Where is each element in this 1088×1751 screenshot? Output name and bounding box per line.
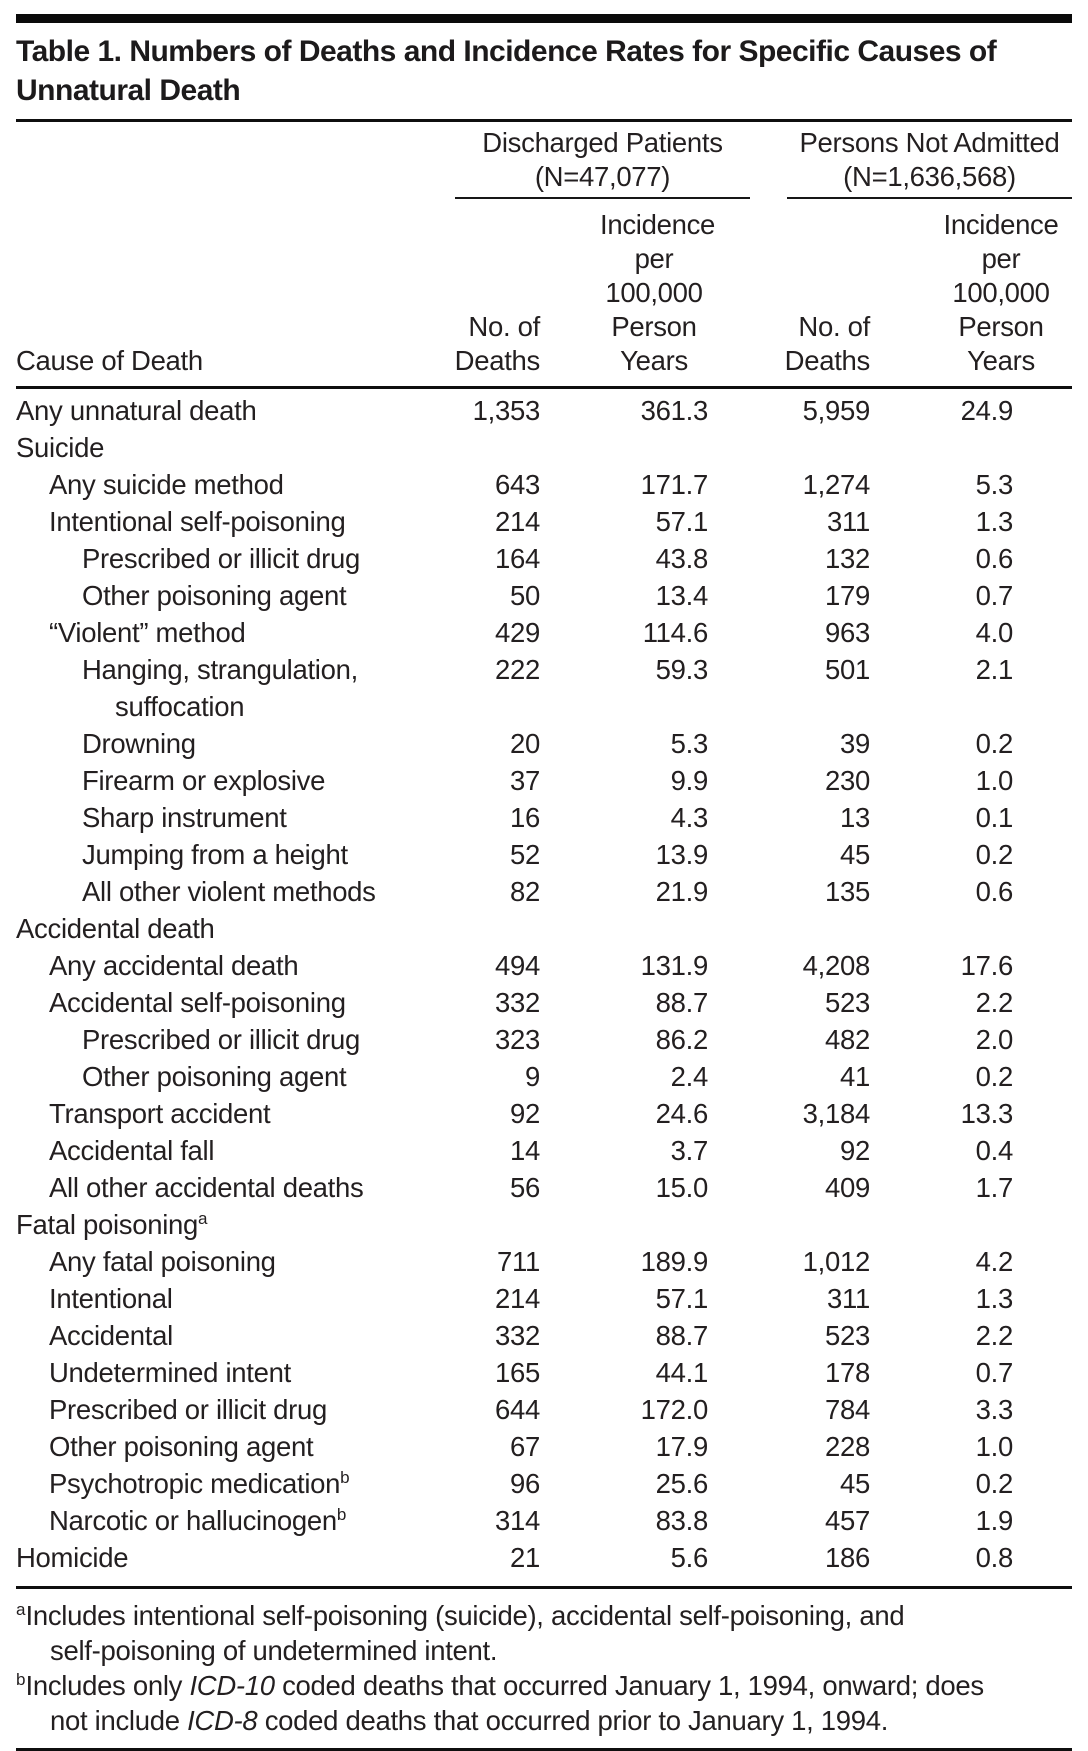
- incidence-discharged-cell: 13.4: [655, 580, 708, 611]
- cause-cell: Any fatal poisoning: [49, 1246, 276, 1277]
- footnotes: [16, 1589, 1072, 1738]
- table-row: [16, 910, 1072, 947]
- incidence-not-admitted-cell: 4.2: [975, 1246, 1013, 1277]
- incidence-discharged-cell: 172.0: [640, 1394, 708, 1425]
- deaths-discharged-cell: 214: [495, 1283, 540, 1314]
- column-headers-row: [16, 208, 1072, 386]
- incidence-discharged-cell: 43.8: [655, 543, 708, 574]
- deaths-not-admitted-cell: 311: [827, 1283, 870, 1314]
- cause-cell: Psychotropic medication$^b$: [49, 1467, 350, 1499]
- incidence-not-admitted-cell: 1.3: [975, 1283, 1013, 1314]
- footnote-marker: b: [16, 1669, 26, 1689]
- footnote-b-continuation: not include ICD-8 coded deaths that occurred prior to January 1, 1994.: [50, 1705, 889, 1736]
- incidence-not-admitted-cell: 1.3: [975, 506, 1013, 537]
- deaths-discharged-cell: 20: [510, 728, 540, 759]
- incidence-not-admitted-cell: 2.2: [975, 987, 1013, 1018]
- column-group-discharged-label: Discharged Patients: [482, 127, 723, 158]
- table-row: [16, 577, 1072, 614]
- cause-cell: Any unnatural death: [16, 395, 257, 426]
- deaths-discharged-cell: 14: [510, 1135, 540, 1166]
- deaths-discharged-cell: 9: [525, 1061, 540, 1092]
- table-title: Table 1. Numbers of Deaths and Incidence Rates for Specific Causes of Unnatural Death: [16, 35, 997, 107]
- deaths-discharged-cell: 67: [510, 1431, 540, 1462]
- cause-cell: Transport accident: [49, 1098, 271, 1129]
- column-header-deaths-not-admitted: [708, 310, 870, 378]
- cause-cell: Jumping from a height: [82, 839, 348, 870]
- table-header: [16, 122, 1072, 386]
- incidence-not-admitted-cell: 0.2: [975, 1468, 1013, 1499]
- deaths-discharged-cell: 21: [510, 1542, 540, 1573]
- deaths-discharged-cell: 494: [495, 950, 540, 981]
- deaths-discharged-cell: 332: [495, 987, 540, 1018]
- deaths-not-admitted-cell: 135: [825, 876, 870, 907]
- incidence-not-admitted-cell: 0.1: [975, 802, 1013, 833]
- top-rule: [16, 14, 1072, 23]
- deaths-not-admitted-cell: 501: [825, 654, 870, 685]
- table-row: [16, 503, 1072, 540]
- deaths-discharged-cell: 96: [510, 1468, 540, 1499]
- incidence-not-admitted-cell: 0.7: [975, 1357, 1013, 1388]
- incidence-not-admitted-cell: 5.3: [975, 469, 1013, 500]
- deaths-discharged-cell: 37: [510, 765, 540, 796]
- cause-cell: Intentional: [49, 1283, 173, 1314]
- incidence-discharged-cell: 25.6: [655, 1468, 708, 1499]
- deaths-discharged-cell: 16: [510, 802, 540, 833]
- cause-cell: Homicide: [16, 1542, 129, 1573]
- cause-cell: Fatal poisoning$^a$: [16, 1208, 208, 1240]
- incidence-discharged-cell: 57.1: [655, 506, 708, 537]
- cause-cell-wrap-line: suffocation: [115, 691, 245, 722]
- column-header-line: Incidence: [943, 209, 1059, 240]
- table-row: [16, 429, 1072, 466]
- incidence-discharged-cell: 131.9: [640, 950, 708, 981]
- deaths-discharged-cell: 644: [495, 1394, 540, 1425]
- incidence-discharged-cell: 2.4: [670, 1061, 708, 1092]
- column-header-line: No. of: [798, 311, 870, 342]
- cause-cell: Prescribed or illicit drug: [82, 543, 360, 574]
- cause-cell: Accidental self-poisoning: [49, 987, 346, 1018]
- table-body: [16, 389, 1072, 1584]
- incidence-discharged-cell: 21.9: [655, 876, 708, 907]
- deaths-not-admitted-cell: 3,184: [802, 1098, 870, 1129]
- table-row: [16, 1021, 1072, 1058]
- deaths-not-admitted-cell: 179: [825, 580, 870, 611]
- table-row: [16, 1317, 1072, 1354]
- table-row: [16, 1280, 1072, 1317]
- incidence-discharged-cell: 17.9: [655, 1431, 708, 1462]
- table-row: [16, 1502, 1072, 1539]
- incidence-discharged-cell: 44.1: [655, 1357, 708, 1388]
- deaths-not-admitted-cell: 409: [825, 1172, 870, 1203]
- table-row: [16, 1354, 1072, 1391]
- column-header-incidence-discharged: [540, 208, 716, 378]
- incidence-discharged-cell: 57.1: [655, 1283, 708, 1314]
- deaths-discharged-cell: 1,353: [472, 395, 540, 426]
- column-header-line: No. of: [468, 311, 540, 342]
- incidence-discharged-cell: 83.8: [655, 1505, 708, 1536]
- incidence-not-admitted-cell: 0.8: [975, 1542, 1013, 1573]
- incidence-not-admitted-cell: 0.6: [975, 876, 1013, 907]
- cause-cell: Other poisoning agent: [82, 580, 347, 611]
- table-page: [0, 14, 1088, 1751]
- cause-cell: All other accidental deaths: [49, 1172, 364, 1203]
- table-row: [16, 1391, 1072, 1428]
- deaths-not-admitted-cell: 228: [825, 1431, 870, 1462]
- footnote-marker: a: [16, 1599, 26, 1619]
- incidence-not-admitted-cell: 0.2: [975, 839, 1013, 870]
- cause-cell: Other poisoning agent: [82, 1061, 347, 1092]
- column-header-line: Incidence: [600, 209, 716, 240]
- table-row: [16, 1465, 1072, 1502]
- deaths-discharged-cell: 332: [495, 1320, 540, 1351]
- deaths-discharged-cell: 92: [510, 1098, 540, 1129]
- cause-cell: Any accidental death: [49, 950, 299, 981]
- deaths-not-admitted-cell: 186: [825, 1542, 870, 1573]
- deaths-discharged-cell: 429: [495, 617, 540, 648]
- deaths-not-admitted-cell: 523: [825, 987, 870, 1018]
- cause-cell: Sharp instrument: [82, 802, 287, 833]
- incidence-discharged-cell: 24.6: [655, 1098, 708, 1129]
- footnote-marker: b: [340, 1467, 350, 1487]
- column-header-cause-of-death: Cause of Death: [16, 345, 203, 376]
- column-group-not-admitted-label: Persons Not Admitted: [799, 127, 1060, 158]
- incidence-discharged-cell: 3.7: [670, 1135, 708, 1166]
- incidence-not-admitted-cell: 0.7: [975, 580, 1013, 611]
- incidence-not-admitted-cell: 0.2: [975, 1061, 1013, 1092]
- deaths-not-admitted-cell: 13: [840, 802, 870, 833]
- table-row: [16, 466, 1072, 503]
- deaths-not-admitted-cell: 45: [840, 839, 870, 870]
- table-row: [16, 799, 1072, 836]
- deaths-not-admitted-cell: 1,012: [802, 1246, 870, 1277]
- incidence-discharged-cell: 361.3: [640, 395, 708, 426]
- incidence-not-admitted-cell: 1.9: [975, 1505, 1013, 1536]
- column-group-discharged-n: (N=47,077): [534, 161, 671, 192]
- deaths-discharged-cell: 643: [495, 469, 540, 500]
- incidence-discharged-cell: 86.2: [655, 1024, 708, 1055]
- table-row: [16, 614, 1072, 651]
- incidence-not-admitted-cell: 0.2: [975, 728, 1013, 759]
- table-row: [16, 392, 1072, 429]
- incidence-not-admitted-cell: 0.6: [975, 543, 1013, 574]
- deaths-discharged-cell: 52: [510, 839, 540, 870]
- table-row: [16, 540, 1072, 577]
- cause-cell: Hanging, strangulation, suffocation: [16, 651, 380, 725]
- deaths-discharged-cell: 214: [495, 506, 540, 537]
- column-header-line: Person Years: [611, 311, 697, 376]
- deaths-not-admitted-cell: 457: [825, 1505, 870, 1536]
- table-row: [16, 1428, 1072, 1465]
- incidence-not-admitted-cell: 13.3: [960, 1098, 1013, 1129]
- incidence-discharged-cell: 88.7: [655, 987, 708, 1018]
- table-row: [16, 984, 1072, 1021]
- deaths-discharged-cell: 165: [495, 1357, 540, 1388]
- deaths-discharged-cell: 56: [510, 1172, 540, 1203]
- deaths-not-admitted-cell: 41: [840, 1061, 870, 1092]
- deaths-not-admitted-cell: 178: [825, 1357, 870, 1388]
- deaths-not-admitted-cell: 5,959: [802, 395, 870, 426]
- deaths-not-admitted-cell: 482: [825, 1024, 870, 1055]
- deaths-discharged-cell: 50: [510, 580, 540, 611]
- deaths-not-admitted-cell: 523: [825, 1320, 870, 1351]
- deaths-discharged-cell: 222: [495, 654, 540, 685]
- cause-cell: Any suicide method: [49, 469, 284, 500]
- cause-cell: Accidental fall: [49, 1135, 215, 1166]
- table-row: [16, 651, 1072, 725]
- cause-cell: Firearm or explosive: [82, 765, 326, 796]
- incidence-discharged-cell: 88.7: [655, 1320, 708, 1351]
- deaths-discharged-cell: 164: [495, 543, 540, 574]
- incidence-not-admitted-cell: 1.0: [975, 765, 1013, 796]
- incidence-not-admitted-cell: 2.0: [975, 1024, 1013, 1055]
- incidence-discharged-cell: 114.6: [642, 617, 708, 648]
- deaths-discharged-cell: 711: [497, 1246, 540, 1277]
- deaths-discharged-cell: 82: [510, 876, 540, 907]
- incidence-discharged-cell: 5.3: [670, 728, 708, 759]
- incidence-discharged-cell: 15.0: [655, 1172, 708, 1203]
- cause-cell: Intentional self-poisoning: [49, 506, 346, 537]
- deaths-not-admitted-cell: 39: [840, 728, 870, 759]
- incidence-not-admitted-cell: 0.4: [975, 1135, 1013, 1166]
- table-row: [16, 1058, 1072, 1095]
- table-row: [16, 1206, 1072, 1243]
- footnote-a-continuation: self-poisoning of undetermined intent.: [50, 1635, 498, 1666]
- incidence-discharged-cell: 9.9: [670, 765, 708, 796]
- footnote-marker: b: [336, 1504, 347, 1524]
- table-row: [16, 873, 1072, 910]
- deaths-discharged-cell: 323: [495, 1024, 540, 1055]
- table-row: [16, 1539, 1072, 1576]
- incidence-discharged-cell: 13.9: [655, 839, 708, 870]
- incidence-not-admitted-cell: 2.1: [975, 654, 1013, 685]
- table-row: [16, 762, 1072, 799]
- incidence-not-admitted-cell: 3.3: [975, 1394, 1013, 1425]
- column-group-not-admitted: [787, 126, 1072, 199]
- table-row: [16, 1095, 1072, 1132]
- column-header-line: Person Years: [958, 311, 1044, 376]
- column-header-line: per 100,000: [605, 243, 703, 308]
- deaths-not-admitted-cell: 230: [825, 765, 870, 796]
- table-row: [16, 725, 1072, 762]
- incidence-not-admitted-cell: 17.6: [960, 950, 1013, 981]
- column-group-discharged: [455, 126, 750, 199]
- incidence-not-admitted-cell: 24.9: [960, 395, 1013, 426]
- incidence-not-admitted-cell: 1.0: [975, 1431, 1013, 1462]
- table-row: [16, 1243, 1072, 1280]
- table-row: [16, 1169, 1072, 1206]
- incidence-discharged-cell: 189.9: [640, 1246, 708, 1277]
- cause-cell: Other poisoning agent: [49, 1431, 314, 1462]
- incidence-not-admitted-cell: 4.0: [975, 617, 1013, 648]
- deaths-not-admitted-cell: 45: [840, 1468, 870, 1499]
- column-header-line: Deaths: [454, 345, 540, 376]
- deaths-discharged-cell: 314: [495, 1505, 540, 1536]
- cause-cell: Accidental death: [16, 913, 215, 944]
- table-row: [16, 947, 1072, 984]
- footnote-b: $^b$Includes only ICD-10 coded deaths that occurred January 1, 1994, onward; does: [16, 1669, 984, 1701]
- cause-cell: Prescribed or illicit drug: [82, 1024, 360, 1055]
- cause-cell: Suicide: [16, 432, 105, 463]
- incidence-discharged-cell: 171.7: [640, 469, 708, 500]
- deaths-not-admitted-cell: 784: [825, 1394, 870, 1425]
- cause-cell: Undetermined intent: [49, 1357, 291, 1388]
- incidence-discharged-cell: 59.3: [655, 654, 708, 685]
- footnote-marker: a: [198, 1208, 208, 1228]
- deaths-not-admitted-cell: 4,208: [802, 950, 870, 981]
- deaths-not-admitted-cell: 1,274: [802, 469, 870, 500]
- deaths-not-admitted-cell: 311: [827, 506, 870, 537]
- deaths-not-admitted-cell: 92: [840, 1135, 870, 1166]
- column-header-line: Deaths: [784, 345, 870, 376]
- column-group-not-admitted-n: (N=1,636,568): [843, 161, 1016, 192]
- deaths-not-admitted-cell: 963: [825, 617, 870, 648]
- deaths-not-admitted-cell: 132: [825, 543, 870, 574]
- cause-cell: Narcotic or hallucinogen$^b$: [49, 1504, 347, 1536]
- cause-cell: All other violent methods: [82, 876, 376, 907]
- column-header-line: per 100,000: [952, 243, 1050, 308]
- column-header-deaths-discharged: [380, 310, 540, 378]
- table-row: [16, 836, 1072, 873]
- cause-cell: Prescribed or illicit drug: [49, 1394, 327, 1425]
- incidence-not-admitted-cell: 2.2: [975, 1320, 1013, 1351]
- incidence-discharged-cell: 5.6: [670, 1542, 708, 1573]
- cause-cell: “Violent” method: [49, 617, 246, 648]
- cause-cell: Accidental: [49, 1320, 173, 1351]
- cause-cell: Drowning: [82, 728, 196, 759]
- table-row: [16, 1132, 1072, 1169]
- incidence-not-admitted-cell: 1.7: [975, 1172, 1013, 1203]
- incidence-discharged-cell: 4.3: [670, 802, 708, 833]
- footnote-a: $^a$Includes intentional self-poisoning (suicide), accidental self-poisoning, and: [16, 1599, 905, 1631]
- column-header-incidence-not-admitted: [870, 208, 1072, 378]
